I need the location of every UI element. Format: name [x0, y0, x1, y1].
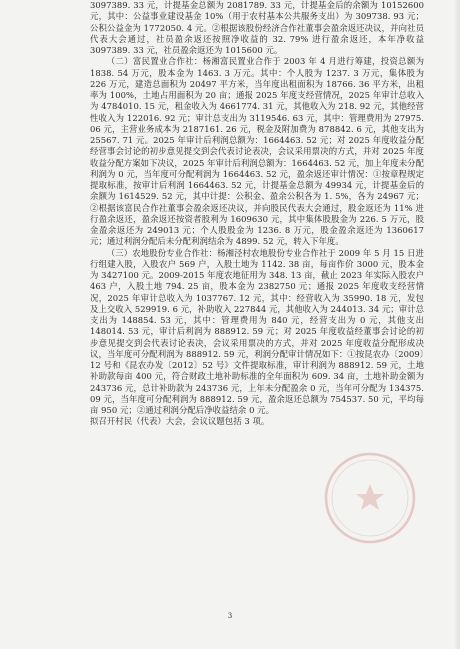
paragraph-land-cooperative: （三）农地股份专业合作社：杨湘泾村农地股份专业合作社于 2009 年 5 月 15 日进行组建入股，入股农户 569 户，入股土地为 1142. 38 亩，每亩作价 3000 元，股本金为 3427100 元。2009-2015 年度农地征用为 348. 13 亩，截止 2023 年实际入股农户 463 户，入股土地 794. 25 亩，股本金为 2382750 元；通报 2025 年度收支经营情况，2025 年审计总收入为 1037767. 12 元，其中：经营收入为 35990. 18 元，发包及上交收入 529919. 6 元，补助收入 227844 元，其他收入为 244013. 34 元；审计总支出为 148854. 53 元，其中：管理费用为 840 元，经营支出为 0 元，其他支出 148014. 53 元，审计后利润为 888912. 59 元；对 2025 年度收益经董事会讨论的初步意见提交到会代表讨论表决，会议采用票决的方式，并对 2025 年度收益分配形成决议，当年度可分配利润为 888912. 59 元，利润分配审计情况如下：①按昆农办〔2009〕12 号和《昆农办发〔2012〕52 号》文件提取标准，审计利润为 888912. 59 元，土地补助款每亩 400 元，符合财政土地补助标准的全年面积为 609. 34 亩，土地补助金额为 243736 元，总计补助款为 243736 元，上年未分配盈余 0 元，当年可分配为 134375. 09 元，当年度可分配利润为 888912. 59 元，盈余返还总额为 754537. 50 元，平均每亩 950 元；②通过利润分配后净收益结余 0 元。 — [90, 247, 424, 415]
page-edge-shadow — [454, 0, 460, 649]
red-seal-stamp — [320, 448, 420, 548]
paragraph-1: 3097389. 33 元，计提基金总额为 2081789. 33 元，计提基金后的余额为 10152600 元，其中：公益事业建设基金 10%（用于农村基本公共服务支出）为 309738. 93 元；公积公益金为 1772050. 4 元。②根据该股份经济合作社董事会盈余返还决议，并向社员代表大会通过，社员盈余返还按照净收益的 32. 79% 进行盈余返还，本年净收益 3097389. 33 元，社员盈余返还为 1015600 元。 — [90, 0, 424, 55]
page-number: 3 — [227, 612, 233, 620]
paragraph-closing: 拟召开村民（代表）大会，会议议题包括 3 项。 — [90, 416, 270, 427]
paragraph-fumin-cooperative: （二）富民置业合作社：杨湘富民置业合作于 2003 年 4 月进行筹建，投资总额为 1838. 54 万元，股本金为 1463. 3 万元。其中：个人股为 1237. 3 万元，集体股为 226 万元，建造总面积为 20497 平方米，当年度出租面积为 18766. 36 平方米，出租率为 100%，土地占用面积为 20 亩；通报 2025 年度支经营情况，2025 年审计总收入为 4784010. 15 元，租金收入为 4661774. 31 元，其他收入为 218. 92 元，其他经营性收入为 122016. 92 元；审计总支出为 3119546. 63 元，其中：管理费用为 27975. 06 元，主营业务成本为 2187161. 26 元，税金及附加费为 878842. 6 元，其他支出为 25567. 71 元。2025 年审计后利润总额为：1664463. 52 元；对 2025 年度收益分配经营事会讨论的初步意见提交到会代表讨论表决，会议采用票决的方式，并对 2025 年度收益分配方案如下决议，2025 年审计后利润总额为：1664463. 52 元，加上年度未分配利润为 0 元，当年度可分配利润为 1664463. 52 元，盈余返还审计情况：①按章程规定提取标准，按审计后利润 1664463. 52 元，计提基金总额为 49934 元，计提基金后的余额为 1614529. 52 元，其中计提：公积金、盈余公积各为 1. 5%，各为 24967 元；②根据该富民合作社董事会盈余返还决议，并向股民代表大会通过，股金返还为 11% 进行盈余返还，盈余返还按资者股利为 1609630 元，其中集体股股金为 226. 5 万元，股金盈余返还为 249013 元；个人股股金为 1236. 8 万元，股金盈余返还为 1360617 元；通过利润分配后未分配利润结余为 4899. 52 元，转入下年度。 — [90, 56, 424, 247]
document-body — [90, 0, 424, 428]
